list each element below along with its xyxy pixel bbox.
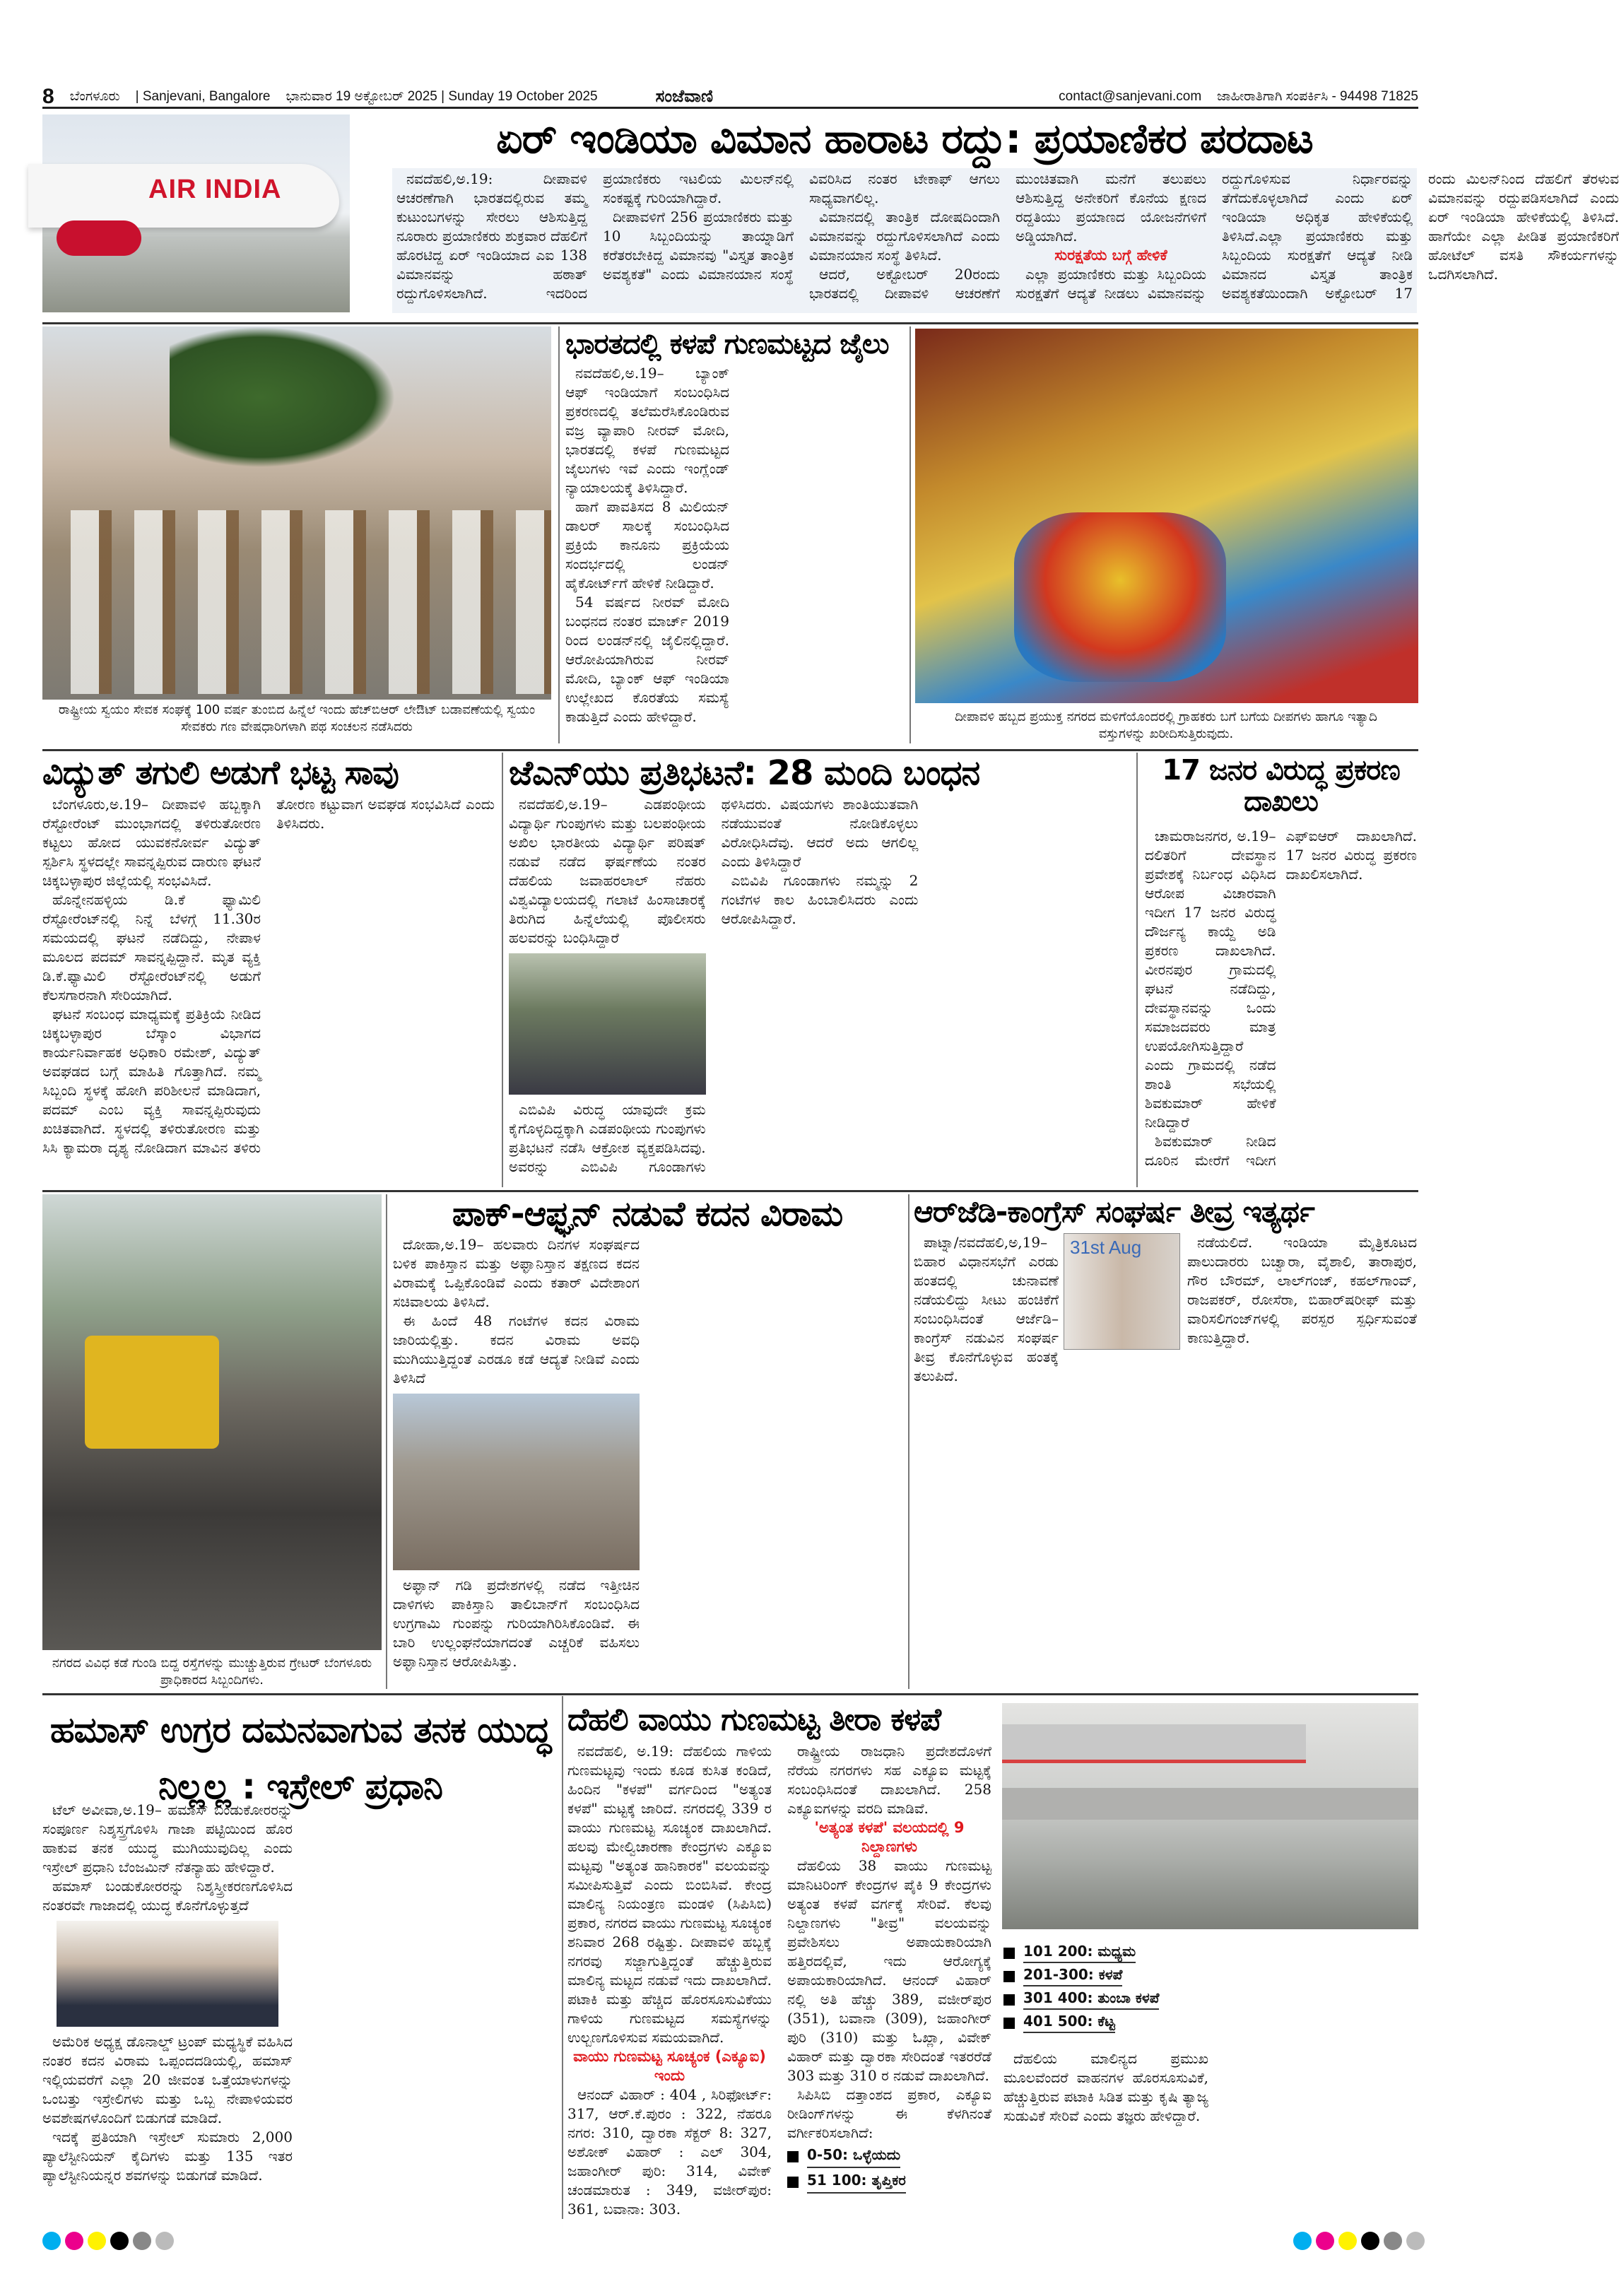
hamas-headline: ಹಮಾಸ್ ಉಗ್ರರ ದಮನವಾಗುವ ತನಕ ಯುದ್ಧ ನಿಲ್ಲಲ್ಲ : ಇಸ್ರೇಲ್ ಪ್ರಧಾನಿ [49, 1709, 551, 1807]
column-divider [502, 753, 503, 1187]
air-india-headline: ಏರ್ ಇಂಡಿಯಾ ವಿಮಾನ ಹಾರಾಟ ರದ್ದು: ಪ್ರಯಾಣಿಕರ ಪರದಾಟ [496, 114, 1313, 163]
article-paragraph: ನವದೆಹಲಿ,ಅ.19– ಬ್ಯಾಂಕ್ ಆಫ್ ಇಂಡಿಯಾಗೆ ಸಂಬಂಧಿಸಿದ ಪ್ರಕರಣದಲ್ಲಿ ತಲೆಮರೆಸಿಕೊಂಡಿರುವ ವಜ್ರ ವ್ಯಾಪಾರಿ ನೀರವ್ ಮೋದಿ, ಭಾರತದಲ್ಲಿ ಕಳಪೆ ಗುಣಮಟ್ಟದ ಜೈಲುಗಳು ಇವೆ ಎಂದು ಇಂಗ್ಲೆಂಡ್ ನ್ಯಾಯಾಲಯಕ್ಕೆ ತಿಳಿಸಿದ್ದಾರೆ. [565, 365, 729, 496]
road-repair-photo [42, 1194, 382, 1650]
article-paragraph: ಅಫ್ಘಾನ್ ಗಡಿ ಪ್ರದೇಶಗಳಲ್ಲಿ ನಡೆದ ಇತ್ತೀಚಿನ ದಾಳಿಗಳು ಪಾಕಿಸ್ತಾನಿ ತಾಲಿಬಾನ್‌ಗೆ ಸಂಬಂಧಿಸಿದ ಉಗ್ರಗಾಮಿ ಗುಂಪನ್ನು ಗುರಿಯಾಗಿರಿಸಿಕೊಂಡಿವೆ. ಈ ಬಾರಿ ಉಲ್ಲಂಘನೆಯಾಗದಂತೆ ಎಚ್ಚರಿಕೆ ವಹಿಸಲು ಅಫ್ಘಾನಿಸ್ತಾನ ಆರೋಪಿಸಿತ್ತು. [393, 1577, 640, 1670]
stations-subhead: 'ಅತ್ಯಂತ ಕಳಪೆ' ವಲಯದಲ್ಲಿ 9 ನಿಲ್ದಾಣಗಳು [814, 1819, 965, 1855]
registration-dot [133, 2232, 151, 2250]
rjd-leaders-photo [1064, 1233, 1180, 1350]
bullet-square-icon [1003, 1994, 1015, 2006]
article-paragraph: ಸಿಪಿಸಿಬಿ ದತ್ತಾಂಶದ ಪ್ರಕಾರ, ಎಕ್ಯೂಐ ರೀಡಿಂಗ್‌ಗಳನ್ನು ಈ ಕೆಳಗಿನಂತೆ ವರ್ಗೀಕರಿಸಲಾಗಿದೆ: [787, 2086, 991, 2141]
article-paragraph: ಎಬಿವಿಪಿ ಗೂಂಡಾಗಳು ನಮ್ಮನ್ನು 2 ಗಂಟೆಗಳ ಕಾಲ ಹಿಂಬಾಲಿಸಿದರು ಎಂದು ಆರೋಪಿಸಿದ್ದಾರೆ. [721, 872, 919, 927]
article-paragraph: ಶಿವಕುಮಾರ್ ನೀಡಿದ ದೂರಿನ ಮೇರೆಗೆ ಇದೀಗ ಎಫ್‌ಐಆರ್ ದಾಖಲಾಗಿದೆ. 17 ಜನರ ವಿರುದ್ಧ ಪ್ರಕರಣ ದಾಖಲಿಸಲಾಗಿದೆ. [1145, 828, 1417, 1169]
section-divider [42, 1693, 1418, 1695]
article-paragraph: ರಾಷ್ಟ್ರೀಯ ರಾಜಧಾನಿ ಪ್ರದೇಶದೊಳಗೆ ನೆರೆಯ ನಗರಗಳು ಸಹ ಎಕ್ಯೂಐ ಮಟ್ಟಕ್ಕೆ ಸಂಬಂಧಿಸಿದಂತೆ ದಾಖಲಾಗಿದೆ. 258 ಎಕ್ಯೂಐಗಳನ್ನು ವರದಿ ಮಾಡಿವೆ. [787, 1743, 991, 1817]
masthead-logo: ಸಂಜೆವಾಣಿ [655, 86, 713, 106]
registration-dot [65, 2232, 83, 2250]
electric-article [42, 795, 495, 1187]
color-registration-marks-right [1293, 2232, 1425, 2250]
jail-article [565, 364, 905, 738]
hamas-article [42, 1801, 558, 2218]
marchers [71, 510, 551, 694]
lamp-stack [1014, 512, 1226, 682]
delhi-headline: ದೆಹಲಿ ವಾಯು ಗುಣಮಟ್ಟ ತೀರಾ ಕಳಪೆ [567, 1702, 941, 1738]
rjd-article-left [914, 1233, 1059, 1685]
aqi-scale-item: 0-50: ಒಳ್ಳೆಯದು [787, 2145, 991, 2168]
section-divider [42, 1190, 1418, 1192]
air-india-plane-photo [42, 114, 350, 312]
article-paragraph: ಎಬಿವಿಪಿ ವಿರುದ್ಧ ಯಾವುದೇ ಕ್ರಮ ಕೈಗೊಳ್ಳದಿದ್ದಕ್ಕಾಗಿ ಎಡಪಂಥೀಯ ಗುಂಪುಗಳು ಪ್ರತಿಭಟನೆ ನಡೆಸಿ ಆಕ್ರೋಶ ವ್ಯಕ್ತಪಡಿಸಿದವು. ಅವರನ್ನು ಎಬಿವಿಪಿ ಗೂಂಡಾಗಳು ಥಳಿಸಿದರು. ವಿಷಯಗಳು ಶಾಂತಿಯುತವಾಗಿ ನಡೆಯುವಂತೆ ನೋಡಿಕೊಳ್ಳಲು ವಿರೋಧಿಸಿದೆವು. ಆದರೆ ಅದು ಆಗಲಿಲ್ಲ ಎಂದು ತಿಳಿಸಿದ್ದಾರೆ [509, 796, 919, 1175]
article-paragraph: ದೋಹಾ,ಅ.19– ಹಲವಾರು ದಿನಗಳ ಸಂಘರ್ಷದ ಬಳಿಕ ಪಾಕಿಸ್ತಾನ ಮತ್ತು ಅಫ್ಘಾನಿಸ್ತಾನ ತಕ್ಷಣದ ಕದನ ವಿರಾಮಕ್ಕೆ ಒಪ್ಪಿಕೊಂಡಿವೆ ಎಂದು ಕತಾರ್ ವಿದೇಶಾಂಗ ಸಚಿವಾಲಯ ತಿಳಿಸಿದೆ. [393, 1236, 640, 1310]
jnu-protest-photo [509, 953, 706, 1095]
registration-dot [42, 2232, 61, 2250]
road-photo-caption: ನಗರದ ವಿವಿಧ ಕಡೆ ಗುಂಡಿ ಬಿದ್ದ ರಸ್ತೆಗಳನ್ನು ಮುಚ್ಚುತ್ತಿರುವ ಗ್ರೇಟರ್ ಬೆಂಗಳೂರು ಪ್ರಾಧಿಕಾರದ ಸಿಬ್ಬಂದಿಗಳು. [52, 1656, 372, 1688]
delhi-article-tail [1003, 2049, 1208, 2219]
delhi-smog-photo [1002, 1703, 1418, 1929]
article-paragraph: ಎಲ್ಲಾ ಪ್ರಯಾಣಿಕರು ಮತ್ತು ಸಿಬ್ಬಂದಿಯ ಸುರಕ್ಷತೆಗೆ ಆದ್ಯತೆ ನೀಡಲು ವಿಮಾನವನ್ನು ರದ್ದುಗೊಳಿಸುವ ನಿರ್ಧಾರವನ್ನು ತೆಗೆದುಕೊಳ್ಳಲಾಗಿದೆ ಎಂದು ಏರ್ ಇಂಡಿಯಾ ಅಧಿಕೃತ ಹೇಳಿಕೆಯಲ್ಲಿ ತಿಳಿಸಿದೆ.ಎಲ್ಲಾ ಪ್ರಯಾಣಿಕರು ಮತ್ತು ಸಿಬ್ಬಂದಿಯ ಸುರಕ್ಷತೆಗೆ ಆದ್ಯತೆ ನೀಡಿ ವಿಮಾನದ ವಿಸ್ತೃತ ತಾಂತ್ರಿಕ ಅವಶ್ಯಕತೆಯಿಂದಾಗಿ ಅಕ್ಟೋಬರ್ 17 ರಂದು ಮಿಲನ್‌ನಿಂದ ದೆಹಲಿಗೆ ತೆರಳುವ ವಿಮಾನವನ್ನು ರದ್ದುಪಡಿಸಲಾಗಿದೆ ಎಂದು ಏರ್ ಇಂಡಿಯಾ ಹೇಳಿಕೆಯಲ್ಲಿ ತಿಳಿಸಿದೆ. ಹಾಗೆಯೇ ಎಲ್ಲಾ ಪೀಡಿತ ಪ್ರಯಾಣಿಕರಿಗೆ ಹೋಟೆಲ್ ವಸತಿ ಸೌಕರ್ಯಗಳನ್ನು ಒದಗಿಸಲಾಗಿದೆ. [1015, 170, 1619, 302]
aqi-scale-list-b [1003, 1940, 1230, 2036]
registration-dot [155, 2232, 174, 2250]
article-paragraph: ಈ ಹಿಂದೆ 48 ಗಂಟೆಗಳ ಕದನ ವಿರಾಮ ಜಾರಿಯಲ್ಲಿತ್ತು. ಕದನ ವಿರಾಮ ಅವಧಿ ಮುಗಿಯುತ್ತಿದ್ದಂತೆ ಎರಡೂ ಕಡೆ ಆದ್ಯತೆ ನೀಡಿವೆ ಎಂದು ತಿಳಿಸಿದೆ [393, 1312, 640, 1387]
article-paragraph: ದೆಹಲಿಯ ಮಾಲಿನ್ಯದ ಪ್ರಮುಖ ಮೂಲವೆಂದರೆ ವಾಹನಗಳ ಹೊರಸೂಸುವಿಕೆ, ಹೆಚ್ಚುತ್ತಿರುವ ಪಟಾಕಿ ಸಿಡಿತ ಮತ್ತು ಕೃಷಿ ತ್ಯಾಜ್ಯ ಸುಡುವಿಕೆ ಸೇರಿವೆ ಎಂದು ತಜ್ಞರು ಹೇಳಿದ್ದಾರೆ. [1003, 2050, 1208, 2124]
article-paragraph: ಹೊನ್ನೇನಹಳ್ಳಿಯ ಡಿ.ಕೆ ಫ್ಯಾಮಿಲಿ ರೆಸ್ಟೋರೆಂಟ್‌ನಲ್ಲಿ ನಿನ್ನೆ ಬೆಳಗ್ಗೆ 11.30ರ ಸಮಯದಲ್ಲಿ ಘಟನೆ ನಡೆದಿದ್ದು, ನೇಪಾಳ ಮೂಲದ ಪದಮ್ ಸಾವನ್ನಪ್ಪಿದ್ದಾನೆ. ಮೃತ ವ್ಯಕ್ತಿ ಡಿ.ಕೆ.ಫ್ಯಾಮಿಲಿ ರೆಸ್ಟೋರೆಂಟ್‌ನಲ್ಲಿ ಅಡುಗೆ ಕೆಲಸಗಾರನಾಗಿ ಸೇರಿಯಾಗಿದೆ. [42, 891, 261, 1003]
date-label: ಭಾನುವಾರ 19 ಅಕ್ಟೋಬರ್ 2025 | Sunday 19 October 2025 [285, 88, 598, 104]
article-paragraph: ನವದೆಹಲಿ,ಅ.19: ದೀಪಾವಳಿ ಆಚರಣೆಗಾಗಿ ಭಾರತದಲ್ಲಿರುವ ತಮ್ಮ ಕುಟುಂಬಗಳನ್ನು ಸೇರಲು ಆಶಿಸುತ್ತಿದ್ದ ನೂರಾರು ಪ್ರಯಾಣಿಕರು ಶುಕ್ರವಾರ ದೆಹಲಿಗೆ ಹೊರಟಿದ್ದ ಏರ್ ಇಂಡಿಯಾದ ಎಐ 138 ವಿಮಾನವನ್ನು ಹಠಾತ್ ರದ್ದುಗೊಳಿಸಲಾಗಿದೆ. ಇದರಿಂದ ಪ್ರಯಾಣಿಕರು ಇಟಲಿಯ ಮಿಲನ್‌ನಲ್ಲಿ ಸಂಕಷ್ಟಕ್ಕೆ ಗುರಿಯಾಗಿದ್ದಾರೆ. [396, 170, 794, 302]
rjd-article-right [1187, 1233, 1417, 1685]
plane-engine [57, 220, 141, 256]
article-paragraph: ಹಾಗೆ ಪಾವತಿಸದ 8 ಮಿಲಿಯನ್ ಡಾಲರ್ ಸಾಲಕ್ಕೆ ಸಂಬಂಧಿಸಿದ ಪ್ರಕ್ರಿಯೆ ಕಾನೂನು ಪ್ರಕ್ರಿಯೆಯ ಸಂದರ್ಭದಲ್ಲಿ ಲಂಡನ್ ಹೈಕೋರ್ಟ್‌ಗೆ ಹೇಳಿಕೆ ನೀಡಿದ್ದಾರೆ. [565, 498, 729, 591]
section-divider [42, 322, 1418, 324]
electric-headline: ವಿದ್ಯುತ್ ತಗುಲಿ ಅಡುಗೆ ಭಟ್ಟ ಸಾವು [42, 753, 399, 791]
rss-march-photo [42, 326, 551, 700]
metro-train [1002, 1724, 1306, 1763]
article-paragraph: ಹಮಾಸ್ ಬಂಡುಕೋರರನ್ನು ನಿಶ್ಶಸ್ತ್ರೀಕರಣಗೊಳಿಸಿದ ನಂತರವೇ ಗಾಜಾದಲ್ಲಿ ಯುದ್ಧ ಕೊನೆಗೊಳ್ಳುತ್ತದೆ [42, 1878, 293, 1914]
jnu-headline: ಜೆಎನ್‌ಯು ಪ್ರತಿಭಟನೆ: 28 ಮಂದಿ ಬಂಧನ [509, 753, 980, 793]
article-paragraph: ಚಾಮರಾಜನಗರ, ಅ.19– ದಲಿತರಿಗೆ ದೇವಸ್ಥಾನ ಪ್ರವೇಶಕ್ಕೆ ನಿರ್ಬಂಧ ವಿಧಿಸಿದ ಆರೋಪ ವಿಚಾರವಾಗಿ ಇದೀಗ 17 ಜನರ ವಿರುದ್ಧ ದೌರ್ಜನ್ಯ ಕಾಯ್ದೆ ಅಡಿ ಪ್ರಕರಣ ದಾಖಲಾಗಿದೆ. ವೀರನಪುರ ಗ್ರಾಮದಲ್ಲಿ ಘಟನೆ ನಡೆದಿದ್ದು, ದೇವಸ್ಥಾನವನ್ನು ಒಂದು ಸಮಾಜದವರು ಮಾತ್ರ ಉಪಯೋಗಿಸುತ್ತಿದ್ದಾರೆ ಎಂದು ಗ್ರಾಮದಲ್ಲಿ ನಡೆದ ಶಾಂತಿ ಸಭೆಯಲ್ಲಿ ಶಿವಕುಮಾರ್ ಹೇಳಿಕೆ ನೀಡಿದ್ದಾರೆ [1145, 828, 1276, 1131]
article-paragraph: ಘಟನೆ ಸಂಬಂಧ ಮಾಧ್ಯಮಕ್ಕೆ ಪ್ರತಿಕ್ರಿಯೆ ನೀಡಿದ ಚಿಕ್ಕಬಳ್ಳಾಪುರ ಬೆಸ್ಕಾಂ ವಿಭಾಗದ ಕಾರ್ಯನಿರ್ವಾಹಕ ಅಧಿಕಾರಿ ರಮೇಶ್, ವಿದ್ಯುತ್ ಅವಘಡದ ಬಗ್ಗೆ ಮಾಹಿತಿ ಗೊತ್ತಾಗಿದೆ. ನಮ್ಮ ಸಿಬ್ಬಂದಿ ಸ್ಥಳಕ್ಕೆ ಹೋಗಿ ಪರಿಶೀಲನೆ ಮಾಡಿದಾಗ, ಪದಮ್ ಎಂಬ ವ್ಯಕ್ತಿ ಸಾವನ್ನಪ್ಪಿರುವುದು ಖಚಿತವಾಗಿದೆ. ಸ್ಥಳದಲ್ಲಿ ತಳಿರುತೋರಣ ಮತ್ತು ಸಿಸಿ ಕ್ಯಾಮರಾ ದೃಶ್ಯ ನೋಡಿದಾಗ ಮಾವಿನ ತಳಿರು ತೋರಣ ಕಟ್ಟುವಾಗ ಅವಘಡ ಸಂಭವಿಸಿದೆ ಎಂದು ತಿಳಿಸಿದರು. [42, 796, 495, 1156]
article-paragraph: ನವದೆಹಲಿ,ಅ.19– ಎಡಪಂಥೀಯ ವಿದ್ಯಾರ್ಥಿ ಗುಂಪುಗಳು ಮತ್ತು ಬಲಪಂಥೀಯ ಅಖಿಲ ಭಾರತೀಯ ವಿದ್ಯಾರ್ಥಿ ಪರಿಷತ್ ನಡುವೆ ನಡೆದ ಘರ್ಷಣೆಯ ನಂತರ ದೆಹಲಿಯ ಜವಾಹರಲಾಲ್ ನೆಹರು ವಿಶ್ವವಿದ್ಯಾಲಯದಲ್ಲಿ ಗಲಾಟೆ ಹಿಂಸಾಚಾರಕ್ಕೆ ತಿರುಗಿದ ಹಿನ್ನೆಲೆಯಲ್ಲಿ ಪೊಲೀಸರು ಹಲವರನ್ನು ಬಂಧಿಸಿದ್ದಾರೆ [509, 796, 706, 946]
bullet-square-icon [1003, 1971, 1015, 1982]
bullet-square-icon [787, 2177, 799, 2188]
aqi-scale-item: 201-300: ಕಳಪೆ [1003, 1966, 1230, 1986]
registration-dot [1316, 2232, 1334, 2250]
article-paragraph: ನವದೆಹಲಿ, ಅ.19: ದೆಹಲಿಯ ಗಾಳಿಯ ಗುಣಮಟ್ಟವು ಇಂದು ಕೂಡ ಕುಸಿತ ಕಂಡಿದೆ, ಹಿಂದಿನ "ಕಳಪೆ" ವರ್ಗದಿಂದ "ಅತ್ಯಂತ ಕಳಪೆ" ಮಟ್ಟಕ್ಕೆ ಜಾರಿದೆ. ನಗರದಲ್ಲಿ 339 ರ ವಾಯು ಗುಣಮಟ್ಟ ಸೂಚ್ಯಂಕ ದಾಖಲಾಗಿದೆ. ಹಲವು ಮೇಲ್ವಿಚಾರಣಾ ಕೇಂದ್ರಗಳು ಎಕ್ಯೂಐ ಮಟ್ಟವು "ಅತ್ಯಂತ ಹಾನಿಕಾರಕ" ವಲಯವನ್ನು ಸಮೀಪಿಸುತ್ತಿವೆ ಎಂದು ಬಿಂಬಿಸಿವೆ. ಕೇಂದ್ರ ಮಾಲಿನ್ಯ ನಿಯಂತ್ರಣ ಮಂಡಳಿ (ಸಿಪಿಸಿಬಿ) ಪ್ರಕಾರ, ನಗರದ ವಾಯು ಗುಣಮಟ್ಟ ಸೂಚ್ಯಂಕ ಶನಿವಾರ 268 ರಷ್ಟಿತ್ತು. ದೀಪಾವಳಿ ಹಬ್ಬಕ್ಕೆ ನಗರವು ಸಜ್ಜಾಗುತ್ತಿದ್ದಂತೆ ಹೆಚ್ಚುತ್ತಿರುವ ಮಾಲಿನ್ಯ ಮಟ್ಟದ ನಡುವೆ ಇದು ದಾಖಲಾಗಿದೆ. ಪಟಾಕಿ ಮತ್ತು ಹೆಚ್ಚಿದ ಹೊರಸೂಸುವಿಕೆಯು ಗಾಳಿಯ ಗುಣಮಟ್ಟದ ಸಮಸ್ಯೆಗಳನ್ನು ಉಲ್ಬಣಗೊಳಿಸುವ ಸಮಯವಾಗಿದೆ. [567, 1743, 772, 2046]
bullet-square-icon [1003, 1948, 1015, 1959]
road-roller [85, 1336, 219, 1449]
aqi-scale-item: 401 500: ಕೆಟ್ಟ [1003, 2013, 1230, 2033]
column-divider [909, 326, 911, 743]
article-paragraph: 54 ವರ್ಷದ ನೀರವ್ ಮೋದಿ ಬಂಧನದ ನಂತರ ಮಾರ್ಚ್ 2019 ರಿಂದ ಲಂಡನ್‌ನಲ್ಲಿ ಜೈಲಿನಲ್ಲಿದ್ದಾರೆ. ಆರೋಪಿಯಾಗಿರುವ ನೀರವ್ ಮೋದಿ, ಬ್ಯಾಂಕ್ ಆಫ್ ಇಂಡಿಯಾ ಉಲ್ಲೇಖದ ಕೊರತೆಯ ಸಮಸ್ಯೆ ಕಾಡುತ್ತಿದೆ ಎಂದು ಹೇಳಿದ್ದಾರೆ. [565, 594, 729, 725]
case17-article [1145, 827, 1417, 1187]
aqi-scale-list-a [787, 2145, 991, 2194]
plane-logo: AIR INDIA [148, 175, 282, 204]
jnu-article [509, 795, 1131, 1187]
article-paragraph: ಬೆಂಗಳೂರು,ಅ.19– ದೀಪಾವಳಿ ಹಬ್ಬಕ್ಕಾಗಿ ರೆಸ್ಟೋರೆಂಟ್ ಮುಂಭಾಗದಲ್ಲಿ ತಳಿರುತೋರಣ ಕಟ್ಟಲು ಹೋದ ಯುವಕನೋರ್ವ ವಿದ್ಯುತ್ ಸ್ಪರ್ಶಿಸಿ ಸ್ಥಳದಲ್ಲೇ ಸಾವನ್ನಪ್ಪಿರುವ ದಾರುಣ ಘಟನೆ ಚಿಕ್ಕಬಳ್ಳಾಪುರ ಜಿಲ್ಲೆಯಲ್ಲಿ ಸಂಭವಿಸಿದೆ. [42, 796, 261, 889]
city-label: ಬೆಂಗಳೂರು [69, 88, 120, 104]
column-divider [558, 326, 560, 743]
edition-label: | Sanjevani, Bangalore [135, 88, 271, 104]
article-paragraph: ಪಾಟ್ನಾ/ನವದೆಹಲಿ,ಅ,19– ಬಿಹಾರ ವಿಧಾನಸಭೆಗೆ ಎರಡು ಹಂತದಲ್ಲಿ ಚುನಾವಣೆ ನಡೆಯಲಿದ್ದು ಸೀಟು ಹಂಚಿಕೆಗೆ ಸಂಬಂಧಿಸಿದಂತೆ ಆರ್ಜೆಡಿ–ಕಾಂಗ್ರೆಸ್ ನಡುವಿನ ಸಂಘರ್ಷ ತೀವ್ರ ಕೊನೆಗೊಳ್ಳುವ ಹಂತಕ್ಕೆ ತಲುಪಿದೆ. [914, 1234, 1059, 1384]
article-paragraph: ದೀಪಾವಳಿಗೆ 256 ಪ್ರಯಾಣಿಕರು ಮತ್ತು 10 ಸಿಬ್ಬಂದಿಯನ್ನು ತಾಯ್ನಾಡಿಗೆ ಕರೆತರಬೇಕಿದ್ದ ವಿಮಾನವು "ವಿಸ್ತೃತ ತಾಂತ್ರಿಕ ಅವಶ್ಯಕತೆ" ಎಂದು ವಿಮಾನಯಾನ ಸಂಸ್ಥೆ ವಿವರಿಸಿದ ನಂತರ ಟೇಕಾಫ್ ಆಗಲು ಸಾಧ್ಯವಾಗಲಿಲ್ಲ. [603, 170, 1000, 283]
aqi-subhead: ವಾಯು ಗುಣಮಟ್ಟ ಸೂಚ್ಯಂಕ (ಎಕ್ಯೂಐ) ಇಂದು [573, 2048, 766, 2084]
aqi-readings: ಆನಂದ್ ವಿಹಾರ್ : 404 , ಸಿರಿಫೋರ್ಟ್: 317, ಆರ್.ಕೆ.ಪುರಂ : 322, ನೆಹರೂ ನಗರ: 310, ದ್ವಾರಕಾ ಸೆಕ್ಟರ್ 8: 327, ಅಶೋಕ್ ವಿಹಾರ್ : ಎಲ್ 304, ಜಹಾಂಗೀರ್ ಪುರಿ: 314, ವಿವೇಕ್ ಚಂಡಮಾರುತ : 349, ವಜೀರ್‌ಪುರ: 361, ಬವಾನಾ: 303. [567, 2086, 772, 2218]
registration-dot [1338, 2232, 1357, 2250]
column-divider [908, 1194, 909, 1689]
aqi-scale-item: 301 400: ತುಂಬಾ ಕಳಪೆ [1003, 1989, 1230, 2010]
ruins-photo [393, 1394, 640, 1570]
photo-banner-text: 31st Aug [1070, 1237, 1142, 1258]
air-india-article [392, 168, 1619, 313]
registration-dot [1384, 2232, 1402, 2250]
article-paragraph: ಅಮೆರಿಕ ಅಧ್ಯಕ್ಷ ಡೊನಾಲ್ಡ್ ಟ್ರಂಪ್ ಮಧ್ಯಸ್ಥಿಕೆ ವಹಿಸಿದ ನಂತರ ಕದನ ವಿರಾಮ ಒಪ್ಪಂದದಡಿಯಲ್ಲಿ, ಹಮಾಸ್ ಇಲ್ಲಿಯವರೆಗೆ ಎಲ್ಲಾ 20 ಜೀವಂತ ಒತ್ತೆಯಾಳುಗಳನ್ನು ಒಂಬತ್ತು ಇಸ್ರೇಲಿಗಳು ಮತ್ತು ಒಬ್ಬ ನೇಪಾಳಿಯವರ ಅವಶೇಷಗಳೊಂದಿಗೆ ಬಿಡುಗಡೆ ಮಾಡಿದೆ. [42, 2033, 293, 2126]
pak-afghan-headline: ಪಾಕ್-ಆಫ್ಘನ್ ನಡುವೆ ಕದನ ವಿರಾಮ [452, 1194, 843, 1234]
registration-dot [1406, 2232, 1425, 2250]
bullet-square-icon [787, 2151, 799, 2162]
article-paragraph: ವಿಮಾನದಲ್ಲಿ ತಾಂತ್ರಿಕ ದೋಷದಿಂದಾಗಿ ವಿಮಾನವನ್ನು ರದ್ದುಗೊಳಿಸಲಾಗಿದೆ ಎಂದು ವಿಮಾನಯಾನ ಸಂಸ್ಥೆ ತಿಳಿಸಿದೆ. [809, 208, 1000, 264]
article-paragraph: ಟೆಲ್ ಅವೀವಾ,ಅ.19– ಹಮಾಸ್ ಬಂಡುಕೋರರನ್ನು ಸಂಪೂರ್ಣ ನಿಶ್ಶಸ್ತ್ರಗೊಳಿಸಿ ಗಾಜಾ ಪಟ್ಟಿಯಿಂದ ಹೊರ ಹಾಕುವ ತನಕ ಯುದ್ಧ ಮುಗಿಯುವುದಿಲ್ಲ ಎಂದು ಇಸ್ರೇಲ್ ಪ್ರಧಾನಿ ಬೆಂಜಮಿನ್ ನೆತನ್ಯಾಹು ಹೇಳಿದ್ದಾರೆ. [42, 1801, 293, 1876]
article-paragraph: ಇದಕ್ಕೆ ಪ್ರತಿಯಾಗಿ ಇಸ್ರೇಲ್ ಸುಮಾರು 2,000 ಪ್ಯಾಲೆಸ್ಟೀನಿಯನ್ ಕೈದಿಗಳು ಮತ್ತು 135 ಇತರ ಪ್ಯಾಲೆಸ್ಟೀನಿಯನ್ನರ ಶವಗಳನ್ನು ಬಿಡುಗಡೆ ಮಾಡಿದೆ. [42, 2129, 293, 2184]
column-divider [1136, 753, 1138, 1187]
aqi-scale-item: 101 200: ಮಧ್ಯಮ [1003, 1943, 1230, 1963]
rjd-headline: ಆರ್‌ಜೆಡಿ-ಕಾಂಗ್ರೆಸ್ ಸಂಘರ್ಷ ತೀವ್ರ ಇತ್ಯರ್ಥ [914, 1194, 1314, 1229]
article-paragraph: ಆದರೆ, ಅಕ್ಟೋಬರ್ 20ರಂದು ಭಾರತದಲ್ಲಿ ದೀಪಾವಳಿ ಆಚರಣೆಗೆ ಮುಂಚಿತವಾಗಿ ಮನೆಗೆ ತಲುಪಲು ಆಶಿಸುತ್ತಿದ್ದ ಅನೇಕರಿಗೆ ಕೊನೆಯ ಕ್ಷಣದ ರದ್ದತಿಯು ಪ್ರಯಾಣದ ಯೋಜನೆಗಳಿಗೆ ಅಡ್ಡಿಯಾಗಿದೆ. [809, 170, 1206, 302]
delhi-article [567, 1742, 991, 2219]
article-paragraph: ದೆಹಲಿಯ 38 ವಾಯು ಗುಣಮಟ್ಟ ಮಾನಿಟರಿಂಗ್ ಕೇಂದ್ರಗಳ ಪೈಕಿ 9 ಕೇಂದ್ರಗಳು ಅತ್ಯಂತ ಕಳಪೆ ವರ್ಗಕ್ಕೆ ಸೇರಿವೆ. ಕೆಲವು ನಿಲ್ದಾಣಗಳು "ತೀವ್ರ" ವಲಯವನ್ನು ಪ್ರವೇಶಿಸಲು ಅಪಾಯಕಾರಿಯಾಗಿ ಹತ್ತಿರದಲ್ಲಿವೆ, ಇದು ಆರೋಗ್ಯಕ್ಕೆ ಅಪಾಯಕಾರಿಯಾಗಿದೆ. ಆನಂದ್ ವಿಹಾರ್ ನಲ್ಲಿ ಅತಿ ಹೆಚ್ಚು 389, ವಜೀರ್‌ಪುರ (351), ಬವಾನಾ (309), ಜಹಾಂಗೀರ್ ಪುರಿ (310) ಮತ್ತು ಓಖ್ಲಾ, ವಿವೇಕ್ ವಿಹಾರ್ ಮತ್ತು ದ್ವಾರಕಾ ಸೇರಿದಂತೆ ಇತರರೆಡೆ 303 ಮತ್ತು 310 ರ ನಡುವೆ ದಾಖಲಾಗಿದೆ. [787, 1857, 991, 2084]
column-divider [562, 1696, 563, 2219]
lamps-photo-caption: ದೀಪಾವಳಿ ಹಬ್ಬದ ಪ್ರಯುಕ್ತ ನಗರದ ಮಳಿಗೆಯೊಂದರಲ್ಲಿ ಗ್ರಾಹಕರು ಬಗೆ ಬಗೆಯ ದೀಪಗಳು ಹಾಗೂ ಇತ್ಯಾದಿ ವಸ್ತುಗಳನ್ನು ಖರೀದಿಸುತ್ತಿರುವುದು. [955, 710, 1377, 741]
case17-headline: 17 ಜನರ ವಿರುದ್ಧ ಪ್ರಕರಣ ದಾಖಲು [1162, 754, 1400, 818]
article-paragraph: ನಡೆಯಲಿದೆ. ಇಂಡಿಯಾ ಮೈತ್ರಿಕೂಟದ ಪಾಲುದಾರರು ಬಚ್ವಾರಾ, ವೈಶಾಲಿ, ತಾರಾಪುರ, ಗೌರ ಬೌರಮ್, ಲಾಲ್‌ಗಂಜ್, ಕಹಲ್‌ಗಾಂವ್, ರಾಜಪಕರ್, ರೋಸೆರಾ, ಬಿಹಾರ್‌ಷರೀಫ್ ಮತ್ತು ವಾರಿಸಲಿಗಂಜ್‌ಗಳಲ್ಲಿ ಪರಸ್ಪರ ಸ್ಪರ್ಧಿಸುವಂತೆ ಕಾಣುತ್ತಿದ್ದಾರೆ. [1187, 1234, 1417, 1346]
aqi-scale-item: 51 100: ತೃಪ್ತಿಕರ [787, 2171, 991, 2194]
registration-dot [1293, 2232, 1312, 2250]
article-subhead: ಸುರಕ್ಷತೆಯ ಬಗ್ಗೆ ಹೇಳಿಕೆ [1054, 247, 1167, 264]
pak-afghan-article [393, 1235, 902, 1688]
registration-dot [88, 2232, 106, 2250]
jail-headline: ಭಾರತದಲ್ಲಿ ಕಳಪೆ ಗುಣಮಟ್ಟದ ಜೈಲು [565, 328, 889, 360]
netanyahu-photo [57, 1921, 278, 2027]
registration-dot [1361, 2232, 1379, 2250]
ad-contact: ಜಾಹೀರಾತಿಗಾಗಿ ಸಂಪರ್ಕಿಸಿ - 94498 71825 [1217, 88, 1418, 104]
rss-photo-caption: ರಾಷ್ಟ್ರೀಯ ಸ್ವಯಂ ಸೇವಕ ಸಂಘಕ್ಕೆ 100 ವರ್ಷ ತುಂಬಿದ ಹಿನ್ನೆಲೆ ಇಂದು ಹೆಚ್‌ಬಿಆರ್ ಲೇಔಟ್ ಬಡಾವಣೆಯಲ್ಲಿ ಸ್ವಯಂ ಸೇವಕರು ಗಣ ವೇಷಧಾರಿಗಳಾಗಿ ಪಥ ಸಂಚಲನ ನಡೆಸಿದರು [58, 702, 536, 734]
contact-email[interactable]: contact@sanjevani.com [1059, 88, 1202, 104]
column-divider [386, 1194, 387, 1689]
registration-dot [110, 2232, 129, 2250]
color-registration-marks-left [42, 2232, 174, 2250]
trees [170, 326, 396, 468]
page-number: 8 [42, 84, 54, 108]
bullet-square-icon [1003, 2018, 1015, 2029]
page-header [42, 86, 1418, 109]
section-divider [42, 749, 1418, 751]
diwali-lamps-photo [915, 329, 1418, 703]
flyover [1002, 1788, 1418, 1820]
